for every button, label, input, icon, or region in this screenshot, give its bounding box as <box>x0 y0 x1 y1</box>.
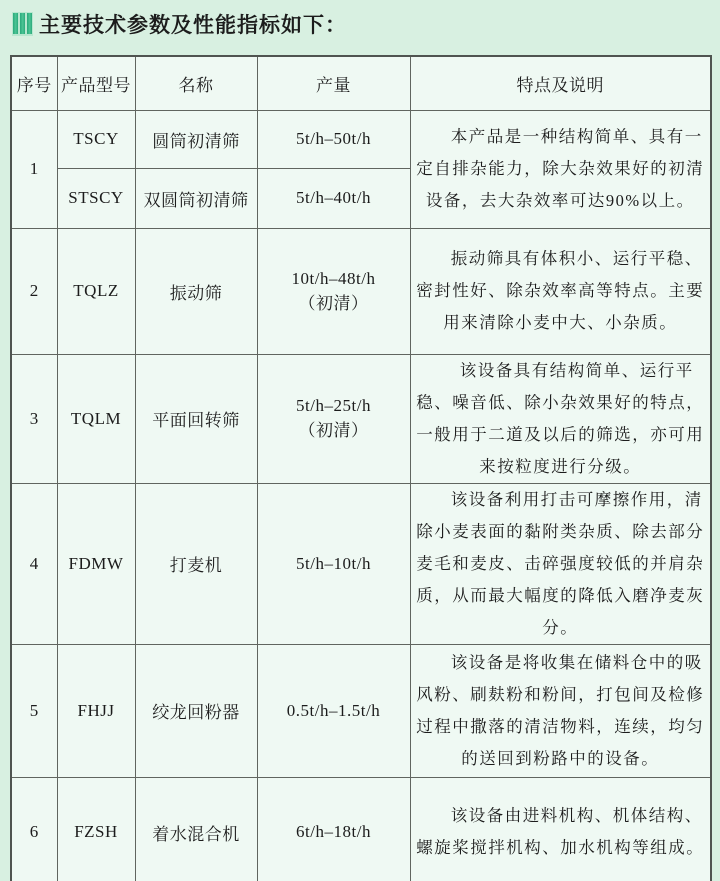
page-title-text: 主要技术参数及性能指标如下： <box>39 14 347 37</box>
cell-name: 双圆筒初清筛 <box>135 168 257 228</box>
col-header-name: 名称 <box>135 56 257 110</box>
cell-output <box>257 228 410 354</box>
description-text: 该设备由进料机构、机体结构、螺旋桨搅拌机构、加水机构等组成。 <box>416 806 705 858</box>
cell-output: 6t/h–18t/h <box>257 777 410 881</box>
table-row <box>11 644 711 777</box>
cell-description <box>410 483 711 644</box>
description-text: 该设备具有结构简单、运行平稳、噪音低、除小杂效果好的特点，一般用于二道及以后的筛选，亦可用来按粒度进行分级。 <box>416 360 705 476</box>
cell-output <box>257 354 410 483</box>
cell-output: 5t/h–50t/h <box>257 110 410 168</box>
cell-model: FZSH <box>57 777 135 881</box>
cell-output: 5t/h–10t/h <box>257 483 410 644</box>
cell-no: 5 <box>11 644 57 777</box>
table-row <box>11 777 711 881</box>
col-header-no: 序号 <box>11 56 57 110</box>
cell-no: 1 <box>11 110 57 228</box>
cell-no: 6 <box>11 777 57 881</box>
description-text: 振动筛具有体积小、运行平稳、密封性好、除杂效率高等特点。主要用来清除小麦中大、小杂质。 <box>416 249 705 332</box>
cell-model: FHJJ <box>57 644 135 777</box>
table-row <box>11 228 711 354</box>
table-row <box>11 483 711 644</box>
col-header-output: 产量 <box>257 56 410 110</box>
table-row <box>11 354 711 483</box>
cell-model: TQLM <box>57 354 135 483</box>
output-value: 5t/h–25t/h <box>296 396 371 415</box>
cell-no: 3 <box>11 354 57 483</box>
cell-model: FDMW <box>57 483 135 644</box>
cell-description <box>410 228 711 354</box>
cell-description <box>410 110 711 228</box>
cell-description <box>410 644 711 777</box>
cell-name: 振动筛 <box>135 228 257 354</box>
output-note: （初清） <box>298 421 369 440</box>
cell-name: 着水混合机 <box>135 777 257 881</box>
output-note: （初清） <box>298 293 369 313</box>
cell-description <box>410 354 711 483</box>
cell-name: 打麦机 <box>135 483 257 644</box>
output-value: 10t/h–48t/h <box>291 268 376 288</box>
table-row <box>11 110 711 168</box>
col-header-model: 产品型号 <box>57 56 135 110</box>
green-bars-icon <box>12 12 33 36</box>
cell-model: TSCY <box>57 110 135 168</box>
cell-output: 5t/h–40t/h <box>257 168 410 228</box>
cell-description <box>410 777 711 881</box>
description-text: 该设备是将收集在储料仓中的吸风粉、刷麸粉和粉间，打包间及检修过程中撒落的清洁物料，连续，均匀的送回到粉路中的设备。 <box>416 652 705 768</box>
table-header-row <box>11 56 711 110</box>
col-header-description: 特点及说明 <box>410 56 711 110</box>
cell-no: 4 <box>11 483 57 644</box>
cell-no: 2 <box>11 228 57 354</box>
cell-name: 平面回转筛 <box>135 354 257 483</box>
description-text: 该设备利用打击可摩擦作用，清除小麦表面的黏附类杂质、除去部分麦毛和麦皮、击碎强度较低的并肩杂质，从而最大幅度的降低入磨净麦灰分。 <box>416 489 705 637</box>
cell-model: STSCY <box>57 168 135 228</box>
page-title <box>12 9 710 39</box>
cell-name: 圆筒初清筛 <box>135 110 257 168</box>
cell-name: 绞龙回粉器 <box>135 644 257 777</box>
cell-output: 0.5t/h–1.5t/h <box>257 644 410 777</box>
cell-model: TQLZ <box>57 228 135 354</box>
spec-table <box>10 55 712 881</box>
description-text: 本产品是一种结构简单、具有一定自排杂能力，除大杂效果好的初清设备，去大杂效率可达90%以上。 <box>416 127 705 210</box>
